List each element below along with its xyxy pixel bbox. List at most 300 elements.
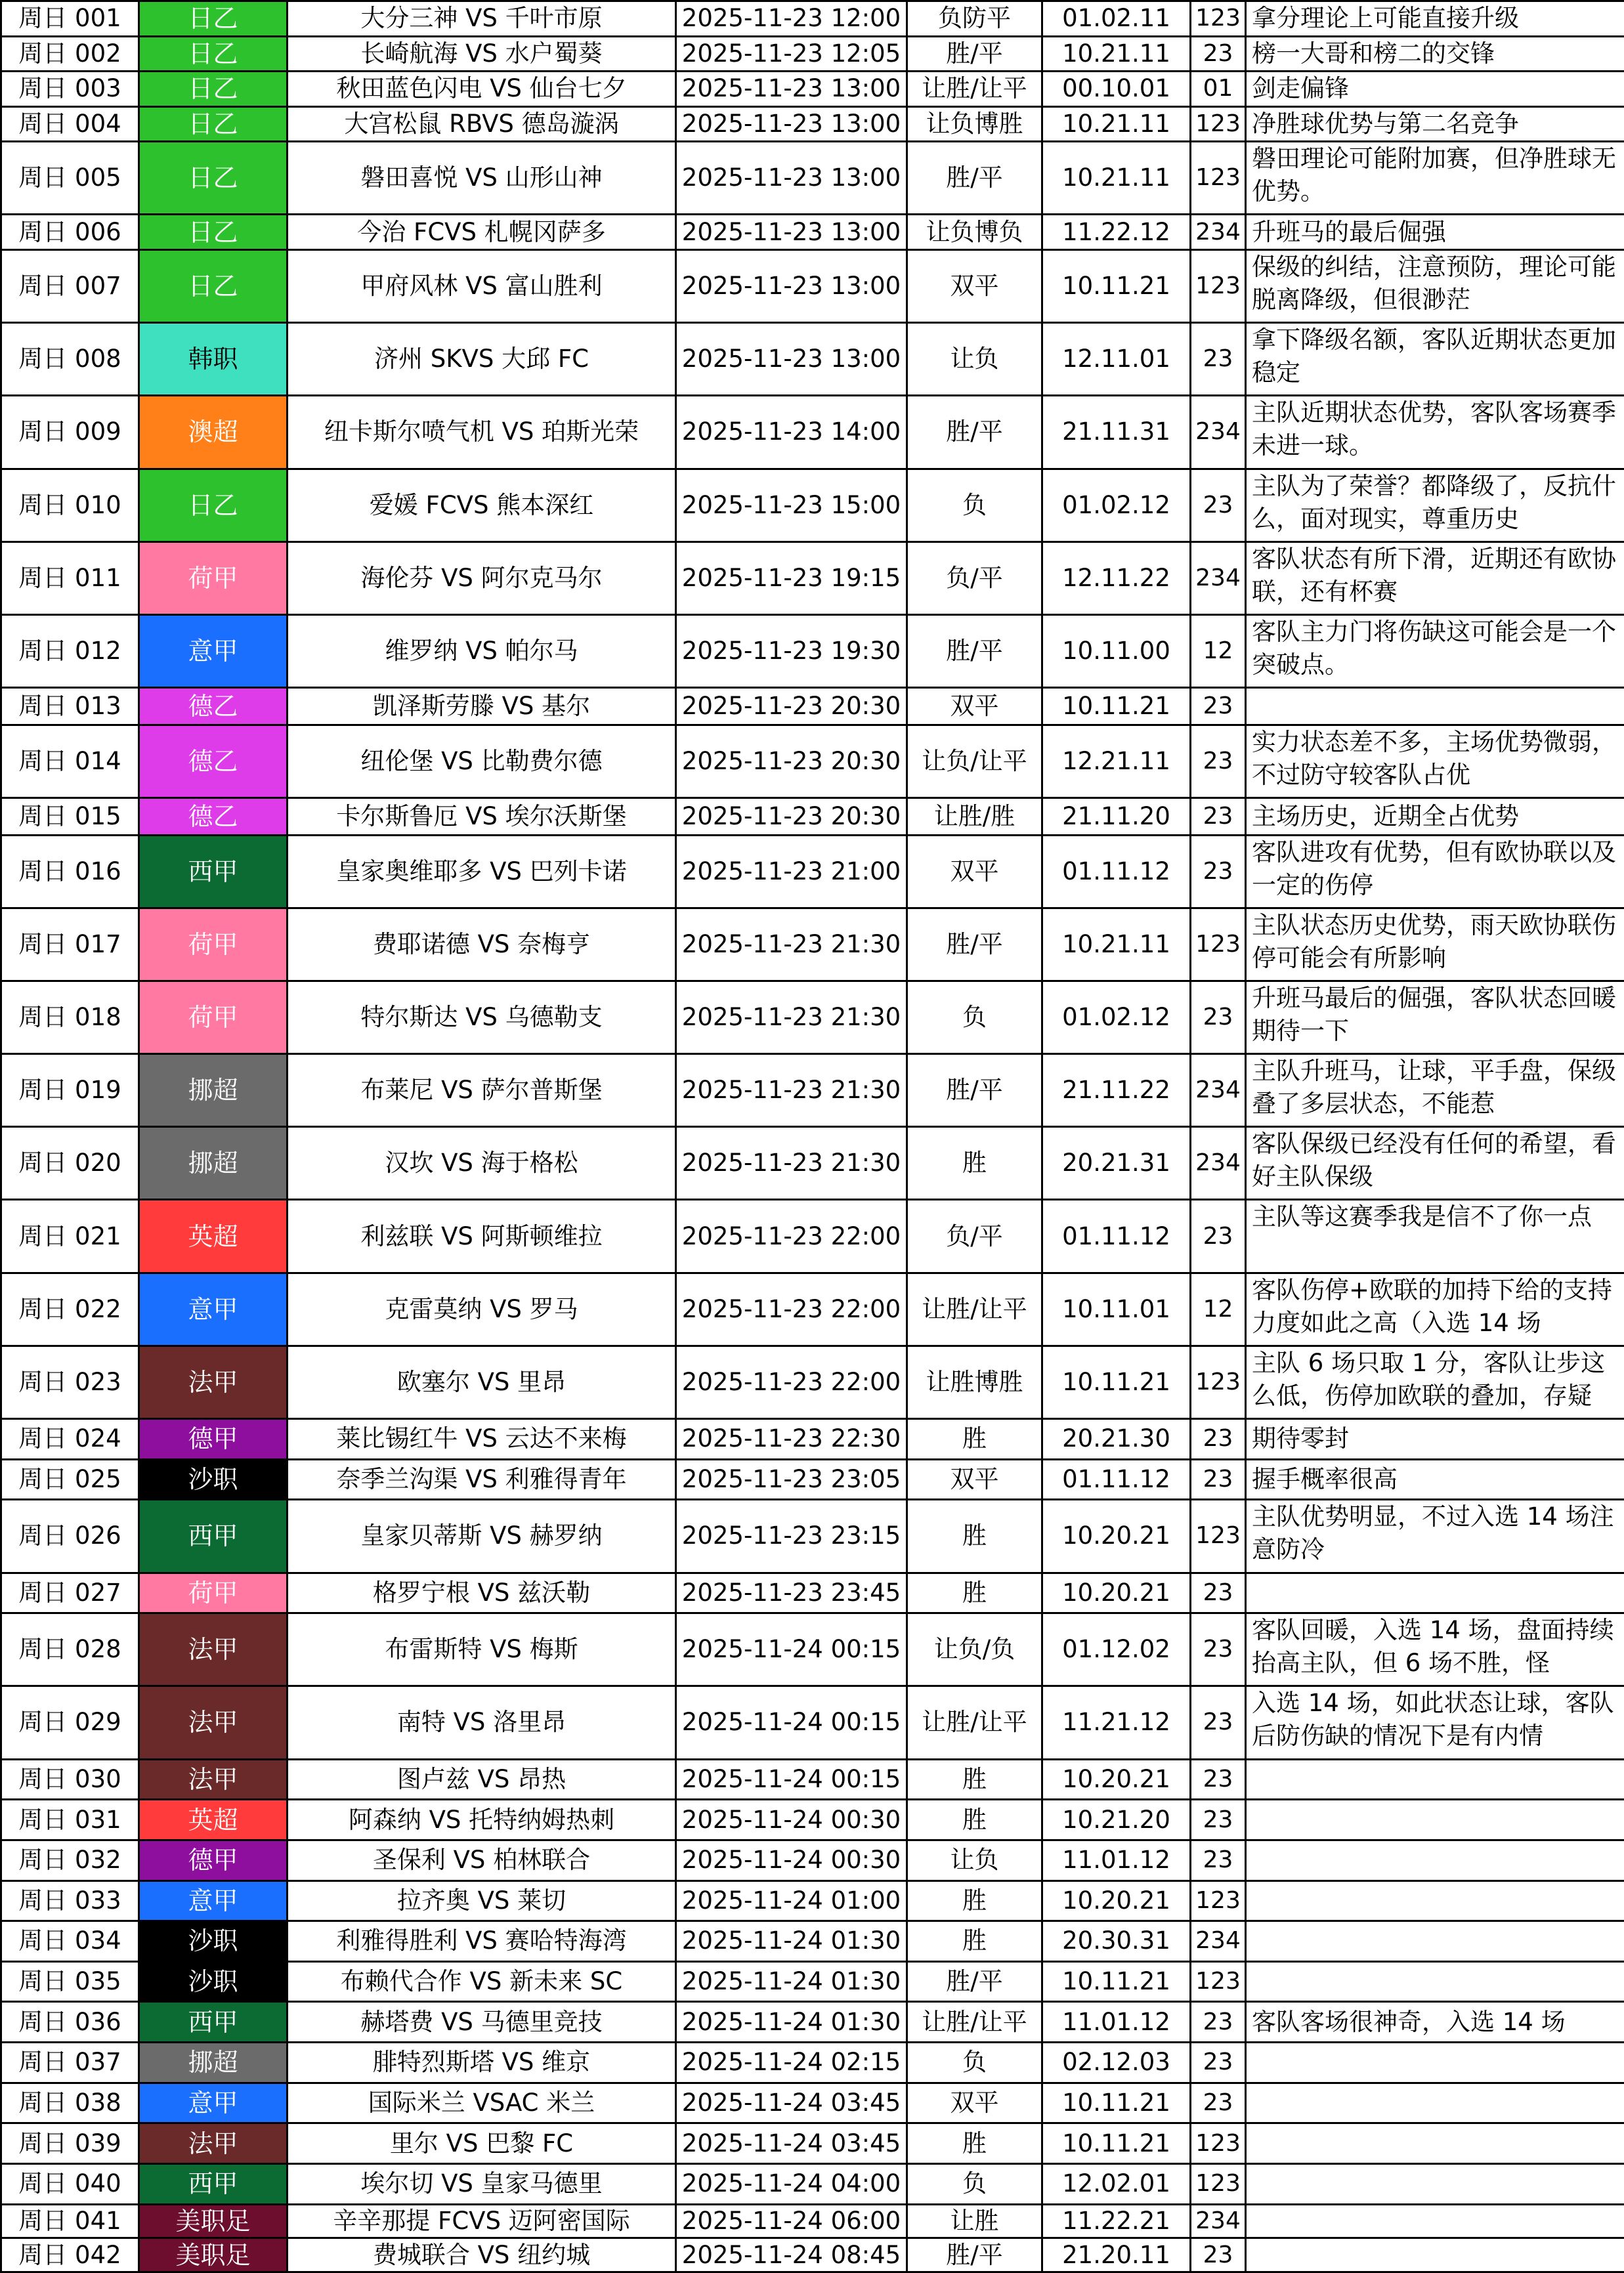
prediction: 双平	[907, 250, 1042, 323]
match-number: 周日 026	[1, 1500, 139, 1573]
league-badge: 挪超	[139, 1054, 288, 1127]
analysis-note: 握手概率很高	[1246, 1459, 1624, 1500]
table-row	[1, 323, 1624, 396]
league-badge: 日乙	[139, 250, 288, 323]
league-badge: 日乙	[139, 1, 288, 37]
analysis-note: 期待零封	[1246, 1419, 1624, 1460]
table-row	[1, 1200, 1624, 1273]
analysis-note	[1246, 1759, 1624, 1800]
match-name: 南特 VS 洛里昂	[288, 1686, 676, 1759]
combo-code: 123	[1191, 142, 1246, 215]
analysis-note	[1246, 1840, 1624, 1880]
analysis-note	[1246, 688, 1624, 725]
league-badge: 挪超	[139, 2043, 288, 2083]
kickoff-time: 2025-11-24 00:30	[676, 1840, 907, 1880]
combo-code: 123	[1191, 1346, 1246, 1418]
score-options: 10.20.21	[1042, 1880, 1191, 1921]
prediction: 双平	[907, 1459, 1042, 1500]
league-badge: 德乙	[139, 725, 288, 797]
match-name: 大分三神 VS 千叶市原	[288, 1, 676, 37]
prediction: 让胜/让平	[907, 1273, 1042, 1346]
prediction: 让负博负	[907, 215, 1042, 250]
combo-code: 234	[1191, 215, 1246, 250]
analysis-note: 实力状态差不多，主场优势微弱，不过防守较客队占优	[1246, 725, 1624, 797]
match-number: 周日 022	[1, 1273, 139, 1346]
prediction: 胜	[907, 1800, 1042, 1840]
match-number: 周日 029	[1, 1686, 139, 1759]
match-number: 周日 041	[1, 2204, 139, 2238]
kickoff-time: 2025-11-23 22:30	[676, 1419, 907, 1460]
prediction: 胜/平	[907, 396, 1042, 469]
score-options: 10.21.11	[1042, 106, 1191, 142]
table-row	[1, 106, 1624, 142]
kickoff-time: 2025-11-23 12:05	[676, 36, 907, 72]
combo-code: 23	[1191, 323, 1246, 396]
match-name: 纽伦堡 VS 比勒费尔德	[288, 725, 676, 797]
match-number: 周日 014	[1, 725, 139, 797]
league-badge: 德甲	[139, 1419, 288, 1460]
table-row	[1, 1961, 1624, 2002]
score-options: 11.22.21	[1042, 2204, 1191, 2238]
combo-code: 23	[1191, 1800, 1246, 1840]
combo-code: 123	[1191, 1880, 1246, 1921]
match-number: 周日 010	[1, 469, 139, 542]
combo-code: 234	[1191, 1054, 1246, 1127]
score-options: 10.21.11	[1042, 36, 1191, 72]
score-options: 10.21.20	[1042, 1800, 1191, 1840]
analysis-note	[1246, 2123, 1624, 2164]
league-badge: 法甲	[139, 1346, 288, 1418]
match-number: 周日 004	[1, 106, 139, 142]
combo-code: 234	[1191, 1127, 1246, 1200]
league-badge: 意甲	[139, 2083, 288, 2123]
match-name: 布赖代合作 VS 新未来 SC	[288, 1961, 676, 2002]
league-badge: 日乙	[139, 36, 288, 72]
league-badge: 德乙	[139, 688, 288, 725]
match-name: 今治 FCVS 札幌冈萨多	[288, 215, 676, 250]
combo-code: 123	[1191, 908, 1246, 981]
match-name: 图卢兹 VS 昂热	[288, 1759, 676, 1800]
kickoff-time: 2025-11-24 03:45	[676, 2123, 907, 2164]
match-name: 辛辛那提 FCVS 迈阿密国际	[288, 2204, 676, 2238]
analysis-note: 主场历史，近期全占优势	[1246, 797, 1624, 835]
score-options: 11.01.12	[1042, 1840, 1191, 1880]
league-badge: 意甲	[139, 1880, 288, 1921]
table-row	[1, 250, 1624, 323]
match-name: 特尔斯达 VS 乌德勒支	[288, 981, 676, 1053]
kickoff-time: 2025-11-23 21:00	[676, 835, 907, 908]
analysis-note: 净胜球优势与第二名竞争	[1246, 106, 1624, 142]
analysis-note: 保级的纠结，注意预防，理论可能脱离降级，但很渺茫	[1246, 250, 1624, 323]
table-row	[1, 1459, 1624, 1500]
match-number: 周日 034	[1, 1921, 139, 1962]
analysis-note	[1246, 1573, 1624, 1613]
match-number: 周日 036	[1, 2002, 139, 2043]
match-number: 周日 016	[1, 835, 139, 908]
match-name: 欧塞尔 VS 里昂	[288, 1346, 676, 1418]
score-options: 10.21.11	[1042, 908, 1191, 981]
analysis-note: 客队主力门将伤缺这可能会是一个突破点。	[1246, 614, 1624, 687]
table-row	[1, 2123, 1624, 2164]
kickoff-time: 2025-11-23 21:30	[676, 1127, 907, 1200]
prediction: 负	[907, 2043, 1042, 2083]
match-number: 周日 042	[1, 2238, 139, 2272]
kickoff-time: 2025-11-23 22:00	[676, 1200, 907, 1273]
combo-code: 23	[1191, 1759, 1246, 1800]
prediction: 负防平	[907, 1, 1042, 37]
analysis-note: 客队客场很神奇，入选 14 场	[1246, 2002, 1624, 2043]
kickoff-time: 2025-11-23 13:00	[676, 215, 907, 250]
table-row	[1, 614, 1624, 687]
match-name: 海伦芬 VS 阿尔克马尔	[288, 542, 676, 614]
score-options: 20.21.30	[1042, 1419, 1191, 1460]
score-options: 21.11.31	[1042, 396, 1191, 469]
match-name: 利雅得胜利 VS 赛哈特海湾	[288, 1921, 676, 1962]
match-number: 周日 031	[1, 1800, 139, 1840]
score-options: 01.11.12	[1042, 1200, 1191, 1273]
analysis-note: 升班马的最后倔强	[1246, 215, 1624, 250]
kickoff-time: 2025-11-24 02:15	[676, 2043, 907, 2083]
combo-code: 23	[1191, 1459, 1246, 1500]
score-options: 11.01.12	[1042, 2002, 1191, 2043]
prediction: 胜/平	[907, 2238, 1042, 2272]
league-badge: 西甲	[139, 2002, 288, 2043]
table-row	[1, 1, 1624, 37]
analysis-note	[1246, 2164, 1624, 2205]
analysis-note	[1246, 2238, 1624, 2272]
match-number: 周日 040	[1, 2164, 139, 2205]
table-row	[1, 215, 1624, 250]
match-number: 周日 038	[1, 2083, 139, 2123]
analysis-note: 客队保级已经没有任何的希望，看好主队保级	[1246, 1127, 1624, 1200]
match-number: 周日 003	[1, 72, 139, 107]
prediction: 胜	[907, 1880, 1042, 1921]
analysis-note: 客队进攻有优势，但有欧协联以及一定的伤停	[1246, 835, 1624, 908]
match-name: 纽卡斯尔喷气机 VS 珀斯光荣	[288, 396, 676, 469]
table-row	[1, 725, 1624, 797]
kickoff-time: 2025-11-23 14:00	[676, 396, 907, 469]
league-badge: 日乙	[139, 106, 288, 142]
kickoff-time: 2025-11-23 13:00	[676, 142, 907, 215]
league-badge: 德甲	[139, 1840, 288, 1880]
league-badge: 英超	[139, 1200, 288, 1273]
league-badge: 美职足	[139, 2204, 288, 2238]
table-row	[1, 2238, 1624, 2272]
kickoff-time: 2025-11-24 00:15	[676, 1613, 907, 1686]
prediction: 负	[907, 469, 1042, 542]
prediction: 胜	[907, 1921, 1042, 1962]
score-options: 12.11.01	[1042, 323, 1191, 396]
match-name: 布莱尼 VS 萨尔普斯堡	[288, 1054, 676, 1127]
match-number: 周日 011	[1, 542, 139, 614]
match-name: 阿森纳 VS 托特纳姆热刺	[288, 1800, 676, 1840]
analysis-note: 客队状态有所下滑，近期还有欧协联，还有杯赛	[1246, 542, 1624, 614]
match-name: 皇家贝蒂斯 VS 赫罗纳	[288, 1500, 676, 1573]
league-badge: 法甲	[139, 2123, 288, 2164]
score-options: 10.11.21	[1042, 250, 1191, 323]
league-badge: 英超	[139, 1800, 288, 1840]
match-number: 周日 020	[1, 1127, 139, 1200]
analysis-note: 主队升班马，让球，平手盘，保级叠了多层状态，不能惹	[1246, 1054, 1624, 1127]
kickoff-time: 2025-11-23 22:00	[676, 1346, 907, 1418]
match-number: 周日 006	[1, 215, 139, 250]
combo-code: 23	[1191, 1573, 1246, 1613]
analysis-note: 升班马最后的倔强，客队状态回暖期待一下	[1246, 981, 1624, 1053]
combo-code: 23	[1191, 1419, 1246, 1460]
league-badge: 挪超	[139, 1127, 288, 1200]
combo-code: 23	[1191, 688, 1246, 725]
kickoff-time: 2025-11-23 21:30	[676, 981, 907, 1053]
match-name: 磐田喜悦 VS 山形山神	[288, 142, 676, 215]
combo-code: 01	[1191, 72, 1246, 107]
prediction: 让胜博胜	[907, 1346, 1042, 1418]
league-badge: 西甲	[139, 835, 288, 908]
match-number: 周日 032	[1, 1840, 139, 1880]
match-number: 周日 037	[1, 2043, 139, 2083]
prediction: 胜	[907, 1500, 1042, 1573]
match-number: 周日 018	[1, 981, 139, 1053]
prediction: 胜	[907, 1419, 1042, 1460]
prediction: 让负博胜	[907, 106, 1042, 142]
kickoff-time: 2025-11-23 21:30	[676, 1054, 907, 1127]
score-options: 21.20.11	[1042, 2238, 1191, 2272]
combo-code: 23	[1191, 1840, 1246, 1880]
prediction: 胜/平	[907, 36, 1042, 72]
league-badge: 荷甲	[139, 1573, 288, 1613]
kickoff-time: 2025-11-23 13:00	[676, 72, 907, 107]
table-row	[1, 1573, 1624, 1613]
table-row	[1, 1800, 1624, 1840]
combo-code: 23	[1191, 2083, 1246, 2123]
analysis-note	[1246, 2083, 1624, 2123]
combo-code: 23	[1191, 1200, 1246, 1273]
combo-code: 123	[1191, 250, 1246, 323]
combo-code: 123	[1191, 2123, 1246, 2164]
league-badge: 荷甲	[139, 981, 288, 1053]
score-options: 10.11.00	[1042, 614, 1191, 687]
match-number: 周日 013	[1, 688, 139, 725]
kickoff-time: 2025-11-23 21:30	[676, 908, 907, 981]
prediction: 胜/平	[907, 908, 1042, 981]
match-name: 凯泽斯劳滕 VS 基尔	[288, 688, 676, 725]
table-row	[1, 1880, 1624, 1921]
match-name: 格罗宁根 VS 兹沃勒	[288, 1573, 676, 1613]
combo-code: 234	[1191, 2204, 1246, 2238]
league-badge: 日乙	[139, 142, 288, 215]
table-row	[1, 1921, 1624, 1962]
combo-code: 23	[1191, 2238, 1246, 2272]
kickoff-time: 2025-11-23 12:00	[676, 1, 907, 37]
score-options: 01.11.12	[1042, 1459, 1191, 1500]
table-row	[1, 1686, 1624, 1759]
league-badge: 意甲	[139, 614, 288, 687]
kickoff-time: 2025-11-23 23:15	[676, 1500, 907, 1573]
match-number: 周日 027	[1, 1573, 139, 1613]
match-name: 莱比锡红牛 VS 云达不来梅	[288, 1419, 676, 1460]
match-name: 大宫松鼠 RBVS 德岛漩涡	[288, 106, 676, 142]
score-options: 10.11.21	[1042, 2123, 1191, 2164]
league-badge: 荷甲	[139, 908, 288, 981]
kickoff-time: 2025-11-23 20:30	[676, 688, 907, 725]
match-number: 周日 021	[1, 1200, 139, 1273]
score-options: 10.11.21	[1042, 2083, 1191, 2123]
table-row	[1, 2204, 1624, 2238]
league-badge: 韩职	[139, 323, 288, 396]
score-options: 10.11.21	[1042, 1346, 1191, 1418]
analysis-note	[1246, 1880, 1624, 1921]
league-badge: 日乙	[139, 72, 288, 107]
score-options: 21.11.20	[1042, 797, 1191, 835]
score-options: 10.21.11	[1042, 142, 1191, 215]
table-row	[1, 2002, 1624, 2043]
match-name: 国际米兰 VSAC 米兰	[288, 2083, 676, 2123]
table-row	[1, 981, 1624, 1053]
analysis-note: 客队回暖，入选 14 场，盘面持续抬高主队，但 6 场不胜，怪	[1246, 1613, 1624, 1686]
combo-code: 23	[1191, 469, 1246, 542]
table-row	[1, 2083, 1624, 2123]
prediction: 胜/平	[907, 614, 1042, 687]
combo-code: 23	[1191, 1613, 1246, 1686]
table-row	[1, 2164, 1624, 2205]
table-row	[1, 469, 1624, 542]
prediction: 让负	[907, 323, 1042, 396]
match-name: 里尔 VS 巴黎 FC	[288, 2123, 676, 2164]
score-options: 01.02.12	[1042, 469, 1191, 542]
analysis-note: 主队为了荣誉？都降级了，反抗什么，面对现实，尊重历史	[1246, 469, 1624, 542]
analysis-note: 主队优势明显，不过入选 14 场注意防冷	[1246, 1500, 1624, 1573]
analysis-note: 榜一大哥和榜二的交锋	[1246, 36, 1624, 72]
kickoff-time: 2025-11-24 00:15	[676, 1759, 907, 1800]
match-number: 周日 007	[1, 250, 139, 323]
score-options: 00.10.01	[1042, 72, 1191, 107]
score-options: 10.20.21	[1042, 1500, 1191, 1573]
score-options: 10.11.21	[1042, 688, 1191, 725]
league-badge: 法甲	[139, 1613, 288, 1686]
analysis-note	[1246, 1961, 1624, 2002]
table-row	[1, 36, 1624, 72]
combo-code: 234	[1191, 1921, 1246, 1962]
analysis-note: 客队伤停+欧联的加持下给的支持力度如此之高（入选 14 场	[1246, 1273, 1624, 1346]
score-options: 12.11.22	[1042, 542, 1191, 614]
score-options: 10.20.21	[1042, 1759, 1191, 1800]
kickoff-time: 2025-11-24 01:30	[676, 2002, 907, 2043]
kickoff-time: 2025-11-23 23:05	[676, 1459, 907, 1500]
score-options: 12.21.11	[1042, 725, 1191, 797]
combo-code: 123	[1191, 1500, 1246, 1573]
kickoff-time: 2025-11-24 00:30	[676, 1800, 907, 1840]
prediction: 让负	[907, 1840, 1042, 1880]
table-row	[1, 142, 1624, 215]
analysis-note: 主队 6 场只取 1 分，客队让步这么低，伤停加欧联的叠加，存疑	[1246, 1346, 1624, 1418]
combo-code: 23	[1191, 36, 1246, 72]
match-number: 周日 033	[1, 1880, 139, 1921]
combo-code: 12	[1191, 614, 1246, 687]
prediction: 让胜	[907, 2204, 1042, 2238]
table-row	[1, 1054, 1624, 1127]
match-name: 拉齐奥 VS 莱切	[288, 1880, 676, 1921]
score-options: 11.22.12	[1042, 215, 1191, 250]
league-badge: 法甲	[139, 1759, 288, 1800]
league-badge: 美职足	[139, 2238, 288, 2272]
kickoff-time: 2025-11-23 20:30	[676, 725, 907, 797]
match-name: 费耶诺德 VS 奈梅亨	[288, 908, 676, 981]
combo-code: 123	[1191, 2164, 1246, 2205]
analysis-note	[1246, 2043, 1624, 2083]
match-name: 爱媛 FCVS 熊本深红	[288, 469, 676, 542]
analysis-note: 拿分理论上可能直接升级	[1246, 1, 1624, 37]
score-options: 20.30.31	[1042, 1921, 1191, 1962]
match-number: 周日 005	[1, 142, 139, 215]
kickoff-time: 2025-11-23 19:15	[676, 542, 907, 614]
analysis-note: 主队状态历史优势，雨天欧协联伤停可能会有所影响	[1246, 908, 1624, 981]
league-badge: 沙职	[139, 1961, 288, 2002]
league-badge: 西甲	[139, 1500, 288, 1573]
kickoff-time: 2025-11-23 13:00	[676, 106, 907, 142]
table-row	[1, 72, 1624, 107]
match-number: 周日 025	[1, 1459, 139, 1500]
prediction: 让胜/让平	[907, 1686, 1042, 1759]
match-name: 长崎航海 VS 水户蜀葵	[288, 36, 676, 72]
match-number: 周日 023	[1, 1346, 139, 1418]
match-name: 赫塔费 VS 马德里竞技	[288, 2002, 676, 2043]
kickoff-time: 2025-11-23 20:30	[676, 797, 907, 835]
combo-code: 234	[1191, 396, 1246, 469]
league-badge: 日乙	[139, 469, 288, 542]
prediction: 双平	[907, 2083, 1042, 2123]
match-name: 利兹联 VS 阿斯顿维拉	[288, 1200, 676, 1273]
match-name: 布雷斯特 VS 梅斯	[288, 1613, 676, 1686]
table-row	[1, 1273, 1624, 1346]
prediction: 胜	[907, 1127, 1042, 1200]
prediction: 让胜/让平	[907, 72, 1042, 107]
combo-code: 123	[1191, 1, 1246, 37]
kickoff-time: 2025-11-24 06:00	[676, 2204, 907, 2238]
match-number: 周日 024	[1, 1419, 139, 1460]
score-options: 01.12.02	[1042, 1613, 1191, 1686]
match-name: 济州 SKVS 大邱 FC	[288, 323, 676, 396]
score-options: 10.20.21	[1042, 1573, 1191, 1613]
table-row	[1, 688, 1624, 725]
table-row	[1, 835, 1624, 908]
combo-code: 23	[1191, 1686, 1246, 1759]
score-options: 10.11.21	[1042, 1961, 1191, 2002]
analysis-note: 入选 14 场，如此状态让球，客队后防伤缺的情况下是有内情	[1246, 1686, 1624, 1759]
match-name: 费城联合 VS 纽约城	[288, 2238, 676, 2272]
match-name: 埃尔切 VS 皇家马德里	[288, 2164, 676, 2205]
combo-code: 23	[1191, 981, 1246, 1053]
league-badge: 荷甲	[139, 542, 288, 614]
kickoff-time: 2025-11-24 04:00	[676, 2164, 907, 2205]
table-row	[1, 1127, 1624, 1200]
analysis-note: 主队等这赛季我是信不了你一点	[1246, 1200, 1624, 1273]
table-row	[1, 1613, 1624, 1686]
table-row	[1, 1840, 1624, 1880]
table-row	[1, 797, 1624, 835]
league-badge: 日乙	[139, 215, 288, 250]
kickoff-time: 2025-11-24 01:30	[676, 1921, 907, 1962]
combo-code: 23	[1191, 797, 1246, 835]
match-name: 腓特烈斯塔 VS 维京	[288, 2043, 676, 2083]
prediction: 胜	[907, 1759, 1042, 1800]
analysis-note: 主队近期状态优势，客队客场赛季未进一球。	[1246, 396, 1624, 469]
analysis-note	[1246, 2204, 1624, 2238]
league-badge: 沙职	[139, 1459, 288, 1500]
combo-code: 23	[1191, 2043, 1246, 2083]
kickoff-time: 2025-11-23 19:30	[676, 614, 907, 687]
score-options: 10.11.01	[1042, 1273, 1191, 1346]
kickoff-time: 2025-11-23 13:00	[676, 250, 907, 323]
score-options: 20.21.31	[1042, 1127, 1191, 1200]
